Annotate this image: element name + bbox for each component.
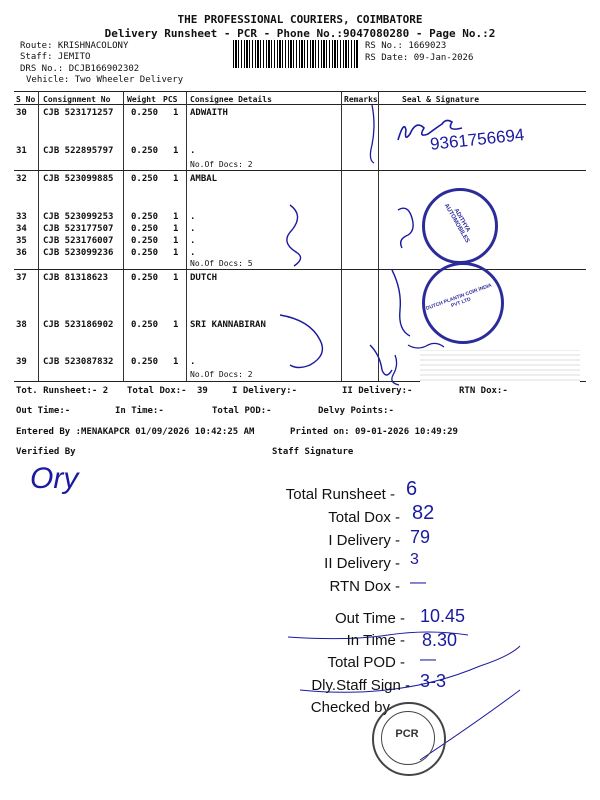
col-seal: Seal & Signature <box>402 95 480 104</box>
col-consignment: Consignment No <box>43 95 111 104</box>
i-delivery-label: I Delivery:- <box>232 386 298 396</box>
col-pcs: PCS <box>163 95 178 104</box>
total-pod-label: Total POD:- <box>212 406 272 416</box>
row-38-details: SRI KANNABIRAN <box>190 320 266 330</box>
row-36-pcs: 1 <box>173 248 179 258</box>
row-37-details: DUTCH <box>190 273 218 283</box>
row-36-sno: 36 <box>16 248 27 258</box>
row-34-cons: CJB 523177507 <box>43 224 114 234</box>
row-31-docs: No.Of Docs: 2 <box>190 160 253 169</box>
col-remarks: Remarks <box>344 95 378 104</box>
col-weight: Weight <box>127 95 156 104</box>
hw-i-delivery: 79 <box>410 527 431 547</box>
hw-total-dox: 82 <box>412 502 435 524</box>
faded-print <box>420 350 580 384</box>
stamp-adithya-text: ADITHYA AUTOMOBILES <box>442 202 471 245</box>
row-33-cons: CJB 523099253 <box>43 212 114 222</box>
row-36-docs: No.Of Docs: 5 <box>190 259 253 268</box>
route-label: Route: KRISHNACOLONY <box>20 41 129 51</box>
hw-total-pod: — <box>420 651 436 668</box>
form-out-time: Out Time - <box>334 610 405 627</box>
row-38-wt: 0.250 <box>131 320 159 330</box>
row-31-cons: CJB 522895797 <box>43 146 114 156</box>
row-39-docs: No.Of Docs: 2 <box>190 370 253 379</box>
row-32-sno: 32 <box>16 174 27 184</box>
col-sno: S No <box>16 95 36 104</box>
form-i-delivery: I Delivery - <box>328 532 400 549</box>
row-32-cons: CJB 523099885 <box>43 174 114 184</box>
stamp-dutch-text: DUTCH PLANTIN COIR INDIA PVT LTD <box>425 282 493 312</box>
remark-mark <box>398 208 413 248</box>
drs-number: DRS No.: DCJB166902302 <box>20 64 140 74</box>
hw-dly-staff-sign: 3-3 <box>420 671 447 691</box>
hw-out-time: 10.45 <box>420 606 466 626</box>
remark-mark <box>287 205 301 266</box>
form-total-dox: Total Dox - <box>328 509 400 526</box>
form-rtn-dox: RTN Dox - <box>329 578 400 595</box>
remark-mark <box>280 315 322 368</box>
row-31-details: . <box>190 146 196 156</box>
row-39-details: . <box>190 357 196 367</box>
row-34-wt: 0.250 <box>131 224 159 234</box>
runsheet-subtitle: Delivery Runsheet - PCR - Phone No.:9047080280 - Page No.:2 <box>104 27 496 40</box>
row-39-cons: CJB 523087832 <box>43 357 114 367</box>
company-title: THE PROFESSIONAL COURIERS, COIMBATORE <box>177 13 423 26</box>
row-31-sno: 31 <box>16 146 27 156</box>
row-35-wt: 0.250 <box>131 236 159 246</box>
form-in-time: In Time - <box>346 632 405 649</box>
remark-mark <box>392 270 410 336</box>
row-30-cons: CJB 523171257 <box>43 108 114 118</box>
total-dox-value: 39 <box>197 386 208 396</box>
stamp-pcr-text: PCR <box>395 728 419 740</box>
row-34-pcs: 1 <box>173 224 179 234</box>
row-35-details: . <box>190 236 196 246</box>
row-37-pcs: 1 <box>173 273 179 283</box>
remark-mark <box>392 355 399 385</box>
staff-signature-label: Staff Signature <box>272 447 354 457</box>
row-38-sno: 38 <box>16 320 27 330</box>
form-total-runsheet: Total Runsheet - <box>285 486 395 503</box>
row-31-wt: 0.250 <box>131 146 159 156</box>
row-34-sno: 34 <box>16 224 27 234</box>
hw-in-time: 8.30 <box>422 630 458 650</box>
row-35-pcs: 1 <box>173 236 179 246</box>
delvy-points-label: Delvy Points:- <box>318 406 394 416</box>
row-32-wt: 0.250 <box>131 174 159 184</box>
row-33-wt: 0.250 <box>131 212 159 222</box>
remark-mark <box>370 105 374 163</box>
row-37-wt: 0.250 <box>131 273 159 283</box>
row-36-wt: 0.250 <box>131 248 159 258</box>
tot-runsheet: Tot. Runsheet:- 2 <box>16 386 109 396</box>
row-35-sno: 35 <box>16 236 27 246</box>
row-37-sno: 37 <box>16 273 27 283</box>
out-time-label: Out Time:- <box>16 406 71 416</box>
row-33-sno: 33 <box>16 212 27 222</box>
printed-on: Printed on: 09-01-2026 10:49:29 <box>290 427 458 437</box>
signature-phone: 9361756694 <box>429 125 526 154</box>
rs-date: RS Date: 09-Jan-2026 <box>365 53 474 63</box>
form-ii-delivery: II Delivery - <box>324 555 400 572</box>
row-39-wt: 0.250 <box>131 357 159 367</box>
row-30-sno: 30 <box>16 108 27 118</box>
remark-mark <box>408 343 444 348</box>
row-33-pcs: 1 <box>173 212 179 222</box>
row-31-pcs: 1 <box>173 146 179 156</box>
hw-ii-delivery: 3 <box>410 551 419 568</box>
verified-signature: Ory <box>30 462 79 495</box>
ii-delivery-label: II Delivery:- <box>342 386 413 396</box>
entered-by: Entered By :MENAKAPCR 01/09/2026 10:42:25 AM <box>16 427 255 437</box>
form-checked-by: Checked by <box>310 699 390 716</box>
staff-label: Staff: JEMITO <box>20 52 91 62</box>
row-32-pcs: 1 <box>173 174 179 184</box>
row-36-details: . <box>190 248 196 258</box>
row-30-pcs: 1 <box>173 108 179 118</box>
row-39-sno: 39 <box>16 357 27 367</box>
row-39-pcs: 1 <box>173 357 179 367</box>
row-38-cons: CJB 523186902 <box>43 320 114 330</box>
rs-number: RS No.: 1669023 <box>365 41 447 51</box>
row-30-wt: 0.250 <box>131 108 159 118</box>
rtn-dox-label: RTN Dox:- <box>459 386 508 396</box>
row-38-pcs: 1 <box>173 320 179 330</box>
col-consignee: Consignee Details <box>190 95 272 104</box>
row-33-details: . <box>190 212 196 222</box>
hw-rtn-dox: — <box>410 574 426 591</box>
row-34-details: . <box>190 224 196 234</box>
vehicle-label: Vehicle: Two Wheeler Delivery <box>26 75 184 85</box>
total-dox-label: Total Dox:- <box>127 386 187 396</box>
in-time-label: In Time:- <box>115 406 164 416</box>
row-32-details: AMBAL <box>190 174 218 184</box>
row-36-cons: CJB 523099236 <box>43 248 114 258</box>
remark-mark <box>370 345 392 375</box>
row-35-cons: CJB 523176007 <box>43 236 114 246</box>
row-37-cons: CJB 81318623 <box>43 273 109 283</box>
form-total-pod: Total POD - <box>327 654 405 671</box>
verified-by-label: Verified By <box>16 447 76 457</box>
row-30-details: ADWAITH <box>190 108 228 118</box>
hw-total-runsheet: 6 <box>406 478 418 500</box>
form-dly-staff-sign: Dly.Staff Sign - <box>311 677 410 694</box>
